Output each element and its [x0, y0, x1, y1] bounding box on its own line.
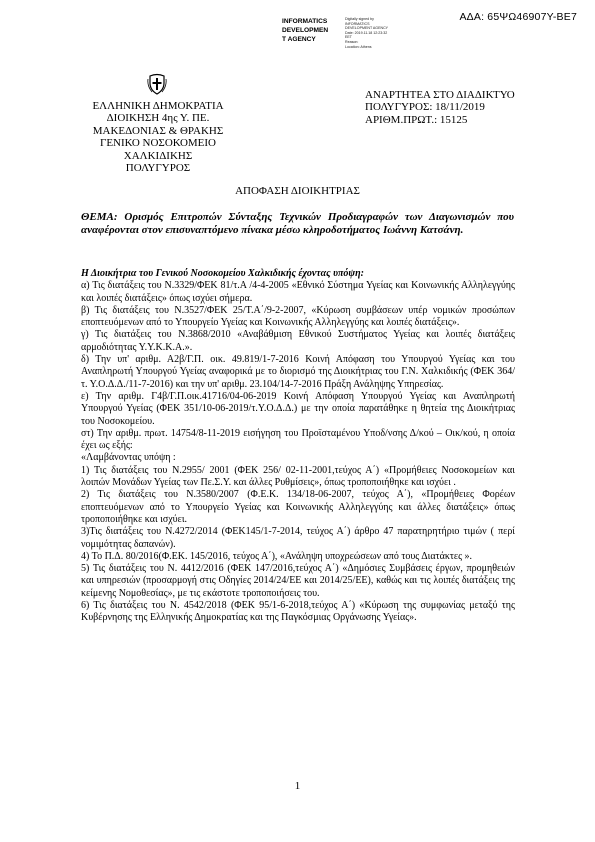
signature-detail-line: EET	[345, 35, 352, 40]
paragraph: γ) Τις διατάξεις του Ν.3868/2010 «Αναβάθμιση Εθνικού Συστήματος Υγείας και λοιπές διατάξεις αρμοδιότητας Υ.Υ.Κ.Κ.Α.».	[81, 329, 515, 353]
signature-detail-line: Reason:	[345, 39, 359, 44]
signature-detail-line: Digitally signed by	[345, 17, 374, 21]
signature-detail-line: INFORMATICS	[345, 21, 370, 26]
paragraph: δ) Την υπ' αριθμ. Α2β/Γ.Π. οικ. 49.819/1-7-2016 Κοινή Απόφαση του Υπουργού Υγείας και του Αναπληρωτή Υπουργού Υγείας αναφορικά με το διορισμό της Διοικήτριας του Γ.Ν. Χαλκιδικής (ΦΕΚ 364/τ. Υ.Ο.Δ.Δ./11-7-2016) και την υπ' αριθμ. 23.104/14-7-2016 Πράξη Ανάληψης Υπηρεσίας.	[81, 354, 515, 390]
issuer-header	[78, 100, 238, 174]
signature-detail-line: Date: 2019.11.18 12:23:32	[345, 30, 388, 35]
issuer-line: ΕΛΛΗΝΙΚΗ ΔΗΜΟΚΡΑΤΙΑ	[92, 100, 224, 112]
page-number: 1	[294, 780, 301, 792]
signature-stamp-details	[345, 17, 388, 49]
paragraph: ε) Την αριθμ. Γ4β/Γ.Π.οικ.41716/04-06-2019 Κοινή Απόφαση Υπουργού Υγείας και Αναπληρωτή Υπουργού Υγείας (ΦΕΚ 351/10-06-2019/τ.Υ.Ο.Δ.Δ.) με την οποία παρατάθηκε η θητεία της Διοικήτριας του Νοσοκομείου.	[81, 390, 515, 427]
document-info	[365, 89, 515, 126]
document-body	[81, 268, 515, 625]
paragraph: «Λαμβάνοντας υπόψη :	[81, 452, 176, 464]
greek-emblem-icon	[147, 73, 167, 95]
intro-line: Η Διοικήτρια του Γενικού Νοσοκομείου Χαλκιδικής έχοντας υπόψη:	[81, 268, 364, 279]
paragraph: 4) Το Π.Δ. 80/2016(Φ.ΕΚ. 145/2016, τεύχος Α΄), «Ανάληψη υποχρεώσεων από τους Διατάκτες ».	[81, 550, 473, 562]
signature-stamp-line: DEVELOPMEN	[282, 27, 329, 34]
paragraph: 2) Τις διατάξεις του Ν.3580/2007 (Φ.Ε.Κ. 134/18-06-2007, τεύχος Α΄), «Προμήθειες Φορέων εποπτευόμενων από το Υπουργείο Υγείας και Κοινωνικής Αλληλεγγύης και άλλες διατάξεις» όπως τροποποιήθηκε και ισχύει.	[81, 489, 515, 525]
info-line: ΠΟΛΥΓΥΡΟΣ: 18/11/2019	[365, 101, 485, 114]
issuer-line: ΔΙΟΙΚΗΣΗ 4ης Υ. ΠΕ.	[106, 112, 210, 125]
document-subject: ΘΕΜΑ: Ορισμός Επιτροπών Σύνταξης Τεχνικών Προδιαγραφών των Διαγωνισμών που αναφέρονται στον επισυναπτόμενο πίνακα μέσω κληροδοτήματος Ιωάννη Κατσάνη.	[81, 211, 514, 236]
paragraph: 1) Τις διατάξεις του Ν.2955/ 2001 (ΦΕΚ 256/ 02-11-2001,τεύχος Α΄) «Προμήθειες Νοσοκομείων και λοιπών Μονάδων Υγείας των Πε.Σ.Υ. και άλλες Ρυθμίσεις», όπως τροποποιήθηκε και ισχύει .	[81, 464, 515, 489]
ada-code: ΑΔΑ: 65ΨΩ46907Υ-ΒΕ7	[459, 11, 577, 23]
paragraph: α) Τις διατάξεις του Ν.3329/ΦΕΚ 81/τ.Α /4-4-2005 «Εθνικό Σύστημα Υγείας και Κοινωνικής Αλληλεγγύης και λοιπές διατάξεις» όπως ισχύει σήμερα.	[81, 280, 515, 304]
info-line: ΑΡΙΘΜ.ΠΡΩΤ.: 15125	[365, 113, 468, 126]
paragraph: 3)Τις διατάξεις του Ν.4272/2014 (ΦΕΚ145/1-7-2014, τεύχος Α΄) άρθρο 47 παρατηρητήριο τιμών ( περί νομιμότητας δαπανών).	[81, 526, 515, 550]
paragraph: 6) Τις διατάξεις του Ν. 4542/2018 (ΦΕΚ 95/1-6-2018,τεύχος Α΄) «Κύρωση της συμφωνίας μεταξύ της Κυβέρνησης της Ελληνικής Δημοκρατίας και της Παγκόσμιας Οργάνωσης Υγείας».	[81, 600, 515, 624]
info-line: ΑΝΑΡΤΗΤΕΑ ΣΤΟ ΔΙΑΔΙΚΤΥΟ	[365, 89, 515, 101]
issuer-line: ΠΟΛΥΓΥΡΟΣ	[125, 162, 191, 175]
signature-stamp-line: INFORMATICS	[282, 18, 328, 25]
paragraph: στ) Την αριθμ. πρωτ. 14754/8-11-2019 εισήγηση του Προϊσταμένου Υποδ/νσης Δ/κού – Οικ/κού, η οποία έχει ως εξής:	[81, 427, 515, 452]
issuer-line: ΜΑΚΕΔΟΝΙΑΣ & ΘΡΑΚΗΣ	[92, 124, 224, 137]
signature-detail-line: Location: Athens	[345, 44, 372, 49]
signature-detail-line: DEVELOPMENT AGENCY	[345, 26, 389, 31]
signature-stamp-line: T AGENCY	[282, 36, 316, 43]
paragraph: 5) Τις διατάξεις του Ν. 4412/2016 (ΦΕΚ 147/2016,τεύχος Α΄) «Δημόσιες Συμβάσεις έργων, προμηθειών και υπηρεσιών (προσαρμογή στις Οδηγίες 2014/24/ΕΕ και 2014/25/ΕΕ), καθώς και τις λοιπές διατάξεις της κείμενης Νομοθεσίας», με τις εκάστοτε τροποποιήσεις του.	[81, 563, 515, 599]
issuer-line: ΓΕΝΙΚΟ ΝΟΣΟΚΟΜΕΙΟ ΧΑΛΚΙΔΙΚΗΣ	[99, 137, 217, 162]
signature-stamp-title	[282, 17, 328, 44]
paragraph: β) Τις διατάξεις του Ν.3527/ΦΕΚ 25/Τ.Α΄/9-2-2007, «Κύρωση συμβάσεων υπέρ νομικών προσώπων εποπτευόμενων από το Υπουργείο Υγείας και Κοινωνικής Αλληλεγγύης και λοιπές διατάξεις».	[81, 304, 515, 329]
document-title: ΑΠΟΦΑΣΗ ΔΙΟΙΚΗΤΡΙΑΣ	[235, 185, 360, 197]
